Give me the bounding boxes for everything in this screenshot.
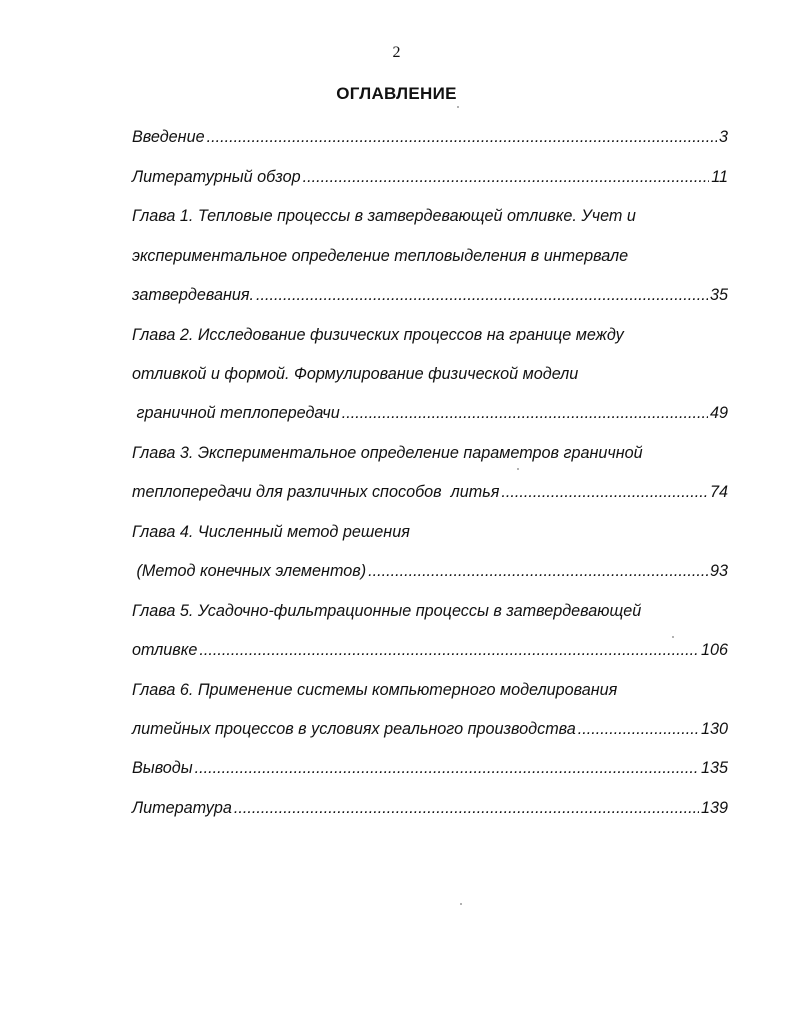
toc-entry-text: Литературный обзор bbox=[132, 168, 301, 186]
scan-speck bbox=[457, 106, 459, 108]
toc-entry-literature-review bbox=[132, 168, 728, 192]
toc-entry-chapter-2-line-3 bbox=[132, 404, 728, 428]
toc-entry-page: 35 bbox=[709, 286, 728, 304]
toc-leader-dots bbox=[207, 128, 717, 147]
toc-entry-references bbox=[132, 799, 728, 823]
toc-entry-page: 93 bbox=[709, 562, 728, 580]
toc-entry-text: Глава 5. Усадочно-фильтрационные процессы в затвердевающей bbox=[132, 602, 642, 620]
toc-entry-page: 49 bbox=[709, 404, 728, 422]
toc-entry-text: экспериментальное определение тепловыделения в интервале bbox=[132, 247, 629, 265]
toc-entry-page: 139 bbox=[700, 799, 728, 817]
toc-entry-chapter-3-line-2 bbox=[132, 483, 728, 507]
toc-entry-conclusions bbox=[132, 759, 728, 783]
toc-entry-chapter-2-line-2 bbox=[132, 365, 728, 389]
page-number: 2 bbox=[392, 44, 401, 61]
toc-entry-text: Глава 3. Экспериментальное определение параметров граничной bbox=[132, 444, 643, 462]
toc-leader-dots bbox=[195, 759, 699, 778]
toc-entry-chapter-5-line-1 bbox=[132, 602, 728, 626]
toc-entry-chapter-3-line-1 bbox=[132, 444, 728, 468]
toc-entry-page: 106 bbox=[700, 641, 728, 659]
toc-entry-chapter-5-line-2 bbox=[132, 641, 728, 665]
toc-entry-chapter-6-line-1 bbox=[132, 681, 728, 705]
toc-entry-page: 135 bbox=[700, 759, 728, 777]
toc-leader-dots bbox=[199, 641, 699, 660]
toc-entry-chapter-1-line-3 bbox=[132, 286, 728, 310]
scan-speck bbox=[517, 468, 519, 470]
toc-leader-dots bbox=[303, 168, 710, 187]
toc-entry-text: Глава 6. Применение системы компьютерного моделирования bbox=[132, 681, 618, 699]
toc-entry-page: 3 bbox=[718, 128, 728, 146]
toc-entry-page: 130 bbox=[700, 720, 728, 738]
toc-entry-text: Введение bbox=[132, 128, 205, 146]
toc-entry-text: теплопередачи для различных способов литья bbox=[132, 483, 500, 501]
toc-entry-page: 11 bbox=[711, 168, 728, 186]
toc-entry-text: отливке bbox=[132, 641, 198, 659]
toc-leader-dots bbox=[342, 404, 708, 423]
toc-entry-chapter-4-line-2 bbox=[132, 562, 728, 586]
toc-entry-chapter-1-line-1 bbox=[132, 207, 728, 231]
toc-entry-text: Глава 1. Тепловые процессы в затвердевающей отливке. Учет и bbox=[132, 207, 636, 225]
toc-leader-dots bbox=[256, 286, 708, 305]
toc-entry-text: Выводы bbox=[132, 759, 193, 777]
toc-leader-dots bbox=[368, 562, 708, 581]
toc-entry-text: затвердевания. bbox=[132, 286, 255, 304]
toc-leader-dots bbox=[501, 483, 708, 502]
toc-entry-chapter-2-line-1 bbox=[132, 326, 728, 350]
toc-entry-page: 74 bbox=[709, 483, 728, 501]
toc-entry-text: (Метод конечных элементов) bbox=[132, 562, 367, 580]
toc-entry-text: отливкой и формой. Формулирование физической модели bbox=[132, 365, 579, 383]
toc-leader-dots bbox=[234, 799, 699, 818]
toc-entry-chapter-4-line-1 bbox=[132, 523, 728, 547]
toc-entry-text: граничной теплопередачи bbox=[132, 404, 340, 422]
toc-entry-text: Литература bbox=[132, 799, 232, 817]
scan-speck bbox=[672, 636, 674, 638]
toc-entry-introduction bbox=[132, 128, 728, 152]
toc-entry-text: Глава 4. Численный метод решения bbox=[132, 523, 410, 541]
toc-entry-text: Глава 2. Исследование физических процессов на границе между bbox=[132, 326, 624, 344]
toc-entry-chapter-6-line-2 bbox=[132, 720, 728, 744]
toc-entry-text: литейных процессов в условиях реального производства bbox=[132, 720, 576, 738]
scan-speck bbox=[460, 903, 462, 905]
toc-entry-chapter-1-line-2 bbox=[132, 247, 728, 271]
page-title: ОГЛАВЛЕНИЕ bbox=[336, 84, 457, 103]
toc-leader-dots bbox=[578, 720, 699, 739]
